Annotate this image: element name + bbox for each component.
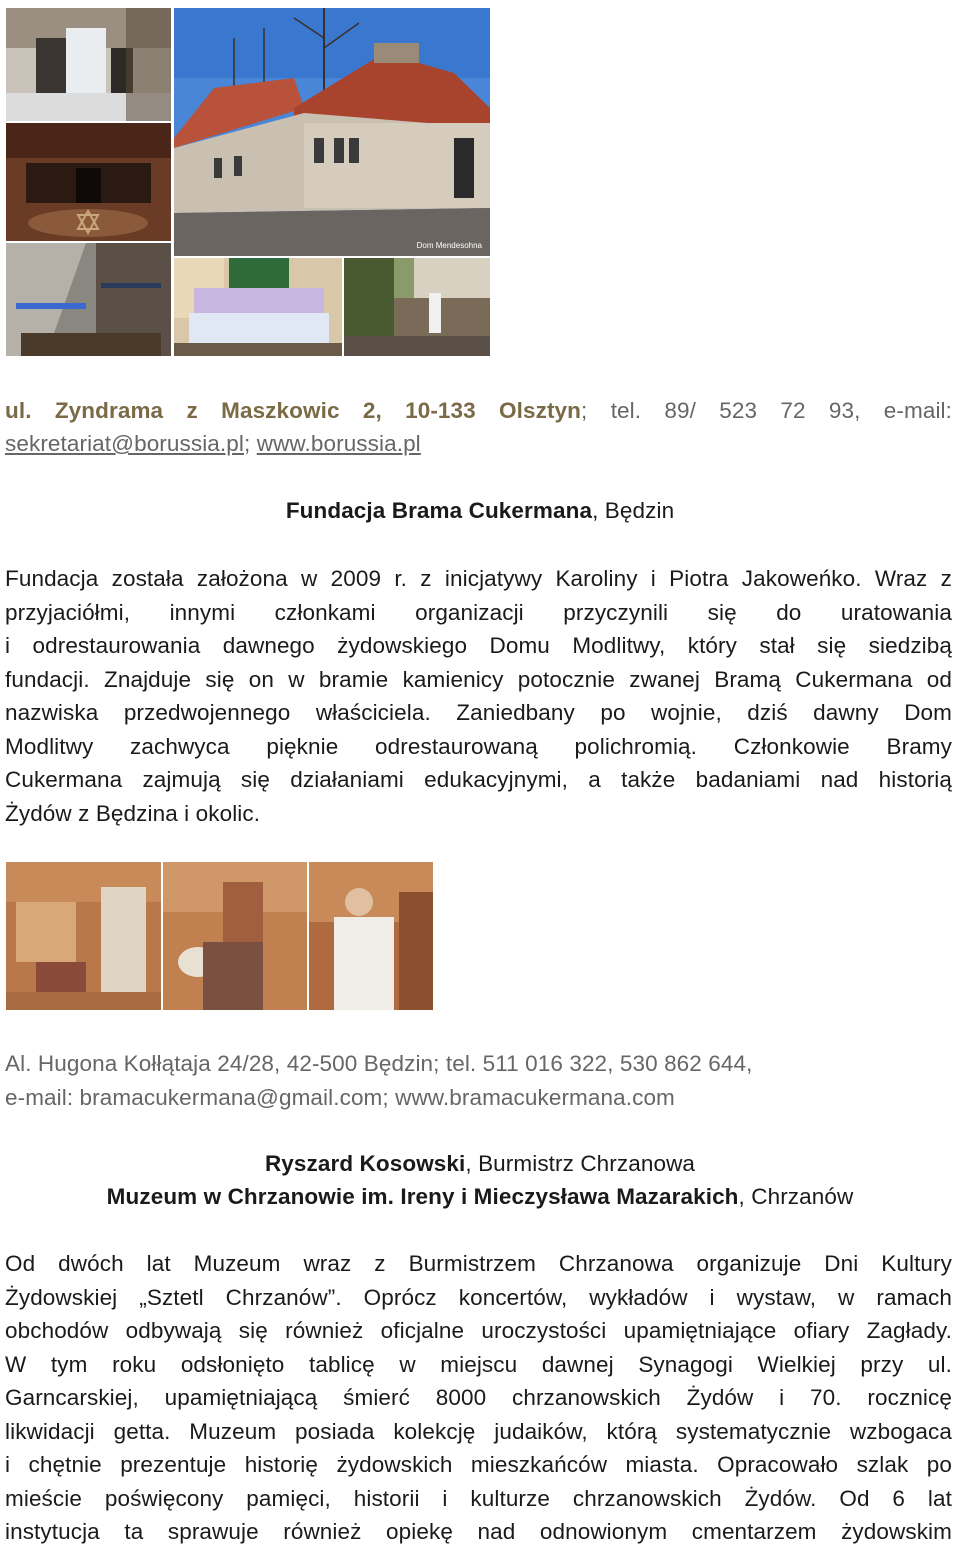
chrzanow-paragraph-line: W tym roku odsłonięto tablicę w miejscu dawnej Synagogi Wielkiej przy ul. — [5, 1351, 952, 1377]
brama-paragraph-line: Cukermana zajmują się działaniami edukacyjnymi, a także badaniami nad historią — [5, 767, 952, 792]
brama-city: , Będzin — [592, 498, 675, 523]
brama-paragraph-line: i odrestaurowania dawnego żydowskiego Domu Modlitwy, który stał się siedzibą — [5, 633, 952, 658]
chrzanow-paragraph-line: obchodów odbywają się również oficjalne uroczystości upamiętniające ofiary Zagłady. — [5, 1318, 952, 1343]
chrzanow-paragraph-line: mieście poświęcony pamięci, historii i kulturze chrzanowskich Żydów. Od 6 lat — [5, 1485, 952, 1511]
chrzanow-paragraph-line: Od dwóch lat Muzeum wraz z Burmistrzem Chrzanowa organizuje Dni Kultury — [5, 1251, 952, 1276]
brama-contact-email-web: e-mail: bramacukermana@gmail.com; www.bramacukermana.com — [5, 1084, 675, 1110]
brama-paragraph-line: Modlitwy zachwyca pięknie odrestaurowaną polichromią. Członkowie Bramy — [5, 733, 952, 759]
brama-paragraph-line: przyjaciółmi, innymi członkami organizacji przyczynili się do uratowania — [5, 599, 952, 625]
photo-mendelsohn-house — [174, 8, 490, 256]
borussia-email-link[interactable]: sekretariat@borussia.pl — [5, 431, 244, 456]
borussia-tel: tel. 89/ 523 72 93, e-mail: — [610, 398, 952, 423]
chrzanow-museum-name: Muzeum w Chrzanowie im. Ireny i Mieczysława Mazarakich — [106, 1184, 739, 1209]
brama-paragraph-line: fundacji. Znajduje się on w bramie kamienicy potocznie zwanej Bramą Cukermana od — [5, 666, 952, 692]
photo-ice-sculpture — [6, 8, 171, 121]
chrzanow-paragraph-line: i chętnie prezentuje historię żydowskich mieszkańców miasta. Opracowało szlak po — [5, 1452, 952, 1477]
borussia-website-link[interactable]: www.borussia.pl — [256, 431, 421, 456]
chrzanow-paragraph-line: Garncarskiej, upamiętniającą śmierć 8000 chrzanowskich Żydów i 70. rocznicę — [5, 1385, 952, 1410]
chrzanow-paragraph — [5, 1247, 952, 1549]
photo-restoration-1 — [6, 862, 161, 1010]
brama-paragraph-line: Fundacja została założona w 2009 r. z inicjatywy Karoliny i Piotra Jakoweńko. Wraz z — [5, 566, 952, 591]
chrzanow-heading-person: Ryszard Kosowski, Burmistrz Chrzanowa — [264, 1151, 696, 1176]
borussia-contact-line2: sekretariat@borussia.pl; www.borussia.pl — [5, 431, 421, 456]
chrzanow-paragraph-line: instytucja ta sprawuje również opiekę nad odnowionym cmentarzem żydowskim — [5, 1519, 952, 1544]
chrzanow-person-name: Ryszard Kosowski — [264, 1151, 466, 1176]
photo-school-class — [174, 258, 342, 356]
photo-caption: Dom Mendesohna — [416, 241, 482, 250]
photo-street-visit — [344, 258, 490, 356]
chrzanow-paragraph-line: likwidacji getta. Muzeum posiada kolekcję judaików, którą systematycznie wzbogaca — [5, 1418, 952, 1444]
chrzanow-paragraph-line: Żydowskiej „Sztetl Chrzanów”. Oprócz koncertów, wykładów i wystaw, w ramach — [5, 1284, 952, 1310]
brama-org-name: Fundacja Brama Cukermana — [285, 498, 593, 523]
brama-contact — [5, 1047, 752, 1114]
brama-paragraph-line: Żydów z Będzina i okolic. — [5, 800, 261, 826]
borussia-address: ul. Zyndrama z Maszkowic 2, 10-133 Olsztyn — [5, 398, 582, 423]
photo-restoration-scaffold — [6, 243, 171, 356]
brama-contact-address: Al. Hugona Kołłątaja 24/28, 42-500 Będzin; tel. 511 016 322, 530 862 644, — [5, 1051, 753, 1076]
photo-restoration-3 — [309, 862, 433, 1010]
brama-paragraph — [5, 562, 952, 830]
borussia-contact-line1: ul. Zyndrama z Maszkowic 2, 10-133 Olsztyn; tel. 89/ 523 72 93, e-mail: — [5, 398, 952, 423]
chrzanow-heading-museum: Muzeum w Chrzanowie im. Ireny i Mieczysława Mazarakich, Chrzanów — [106, 1184, 854, 1209]
brama-paragraph-line: nazwiska przedwojennego właściciela. Zaniedbany po wojnie, dziś dawny Dom — [5, 700, 952, 725]
photo-restoration-2 — [163, 862, 307, 1010]
photo-synagogue-interior — [6, 123, 171, 241]
brama-heading — [0, 494, 960, 528]
